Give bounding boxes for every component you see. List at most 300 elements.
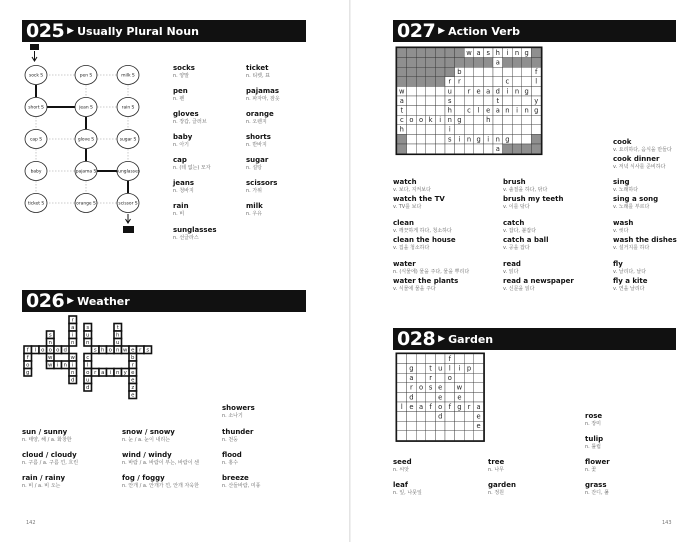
vocab-meaning: n. 나무	[488, 467, 505, 473]
grid-cell	[474, 144, 484, 154]
vocab-meaning: n. 가위	[246, 188, 263, 194]
vocab-word: seed	[393, 458, 412, 466]
grid-cell	[464, 412, 474, 422]
grid-cell	[483, 96, 493, 106]
grid-cell	[531, 86, 541, 96]
vocab-entry	[246, 110, 326, 126]
puzzle-letter: r	[71, 317, 74, 324]
vocab-meaning: n. 비	[173, 211, 185, 217]
grid-letter: w	[399, 87, 405, 96]
grid-letter: s	[448, 135, 452, 144]
vocab-meaning: v. 신문을 읽다	[503, 286, 535, 292]
puzzle-letter: n	[71, 340, 75, 347]
lesson-25-header	[22, 20, 306, 42]
grid-cell	[512, 77, 522, 87]
vocab-word: breeze	[222, 474, 249, 482]
vocab-word: jeans	[173, 179, 195, 187]
grid-cell	[531, 125, 541, 135]
vocab-entry	[173, 226, 253, 242]
vocab-word: watch	[393, 178, 417, 186]
vocab-meaning: n. 청바지	[173, 188, 194, 194]
vocab-entry	[122, 474, 202, 490]
vocab-word: sugar	[246, 156, 269, 164]
grid-cell	[493, 125, 503, 135]
grid-cell	[416, 373, 426, 383]
vocab-entry	[122, 428, 202, 444]
grid-letter: a	[495, 58, 500, 67]
vocab-meaning: v. 노래하다	[613, 187, 639, 193]
grid-cell	[474, 364, 484, 374]
grid-cell	[474, 383, 484, 393]
end-marker	[123, 226, 134, 233]
grid-letter: f	[448, 402, 451, 411]
puzzle-letter: u	[86, 332, 90, 339]
shaded-cell	[522, 58, 532, 68]
puzzle-letter: s	[93, 347, 97, 354]
shaded-cell	[416, 67, 426, 77]
vocab-meaning: v. 집을 청소하다	[393, 245, 430, 251]
vocab-word: shorts	[246, 133, 271, 141]
vocab-meaning: v. 깨끗하게 하다, 청소하다	[393, 228, 452, 234]
shaded-cell	[426, 58, 436, 68]
grid-cell	[474, 67, 484, 77]
maze-node-label: cap S	[29, 137, 43, 143]
grid-cell	[464, 115, 474, 125]
vocab-entry	[585, 435, 665, 451]
grid-letter: i	[458, 135, 461, 144]
grid-letter: g	[457, 116, 462, 125]
lesson-title: Usually Plural Noun	[77, 24, 199, 38]
vocab-entry	[393, 219, 473, 235]
grid-letter: e	[486, 106, 491, 115]
grid-cell	[464, 77, 474, 87]
grid-letter: g	[505, 135, 510, 144]
grid-cell	[397, 364, 407, 374]
shaded-cell	[531, 58, 541, 68]
grid-cell	[445, 383, 455, 393]
vocab-meaning: n. 구름 / a. 구름 낀, 흐린	[22, 460, 79, 466]
puzzle-letter: n	[116, 370, 120, 377]
vocab-meaning: v. 날리다, 날다	[613, 269, 647, 275]
shaded-cell	[464, 58, 474, 68]
vocab-word: clean	[393, 219, 415, 227]
puzzle-letter: i	[72, 332, 74, 339]
puzzle-letter: e	[131, 347, 135, 354]
puzzle-letter: n	[48, 340, 52, 347]
vocab-word: sunglasses	[173, 226, 217, 234]
grid-cell	[483, 144, 493, 154]
grid-cell	[435, 144, 445, 154]
grid-cell	[512, 67, 522, 77]
grid-cell	[397, 421, 407, 431]
grid-cell	[426, 86, 436, 96]
grid-letter: a	[399, 96, 404, 105]
grid-cell	[455, 125, 465, 135]
grid-letter: w	[456, 383, 463, 392]
vocab-entry	[613, 155, 693, 171]
grid-cell	[397, 354, 407, 364]
shaded-cell	[426, 48, 436, 58]
page-number-left: 142	[26, 520, 36, 526]
shaded-cell	[435, 58, 445, 68]
grid-cell	[483, 77, 493, 87]
grid-letter: h	[399, 125, 404, 134]
shaded-cell	[397, 144, 407, 154]
grid-cell	[474, 373, 484, 383]
grid-cell	[435, 421, 445, 431]
vocab-meaning: n. 장미	[585, 421, 602, 427]
vocab-word: cook dinner	[613, 155, 660, 163]
grid-letter: g	[476, 135, 481, 144]
maze-node-label: pen S	[79, 73, 93, 79]
grid-cell	[407, 421, 417, 431]
vocab-entry	[613, 219, 693, 235]
vocab-word: tree	[488, 458, 505, 466]
grid-cell	[464, 373, 474, 383]
vocab-meaning: n. 소나기	[222, 413, 243, 419]
grid-letter: r	[410, 383, 413, 392]
puzzle-letter: o	[86, 370, 90, 377]
grid-letter: n	[524, 106, 529, 115]
vocab-entry	[503, 195, 583, 211]
grid-cell	[407, 431, 417, 441]
grid-letter: t	[429, 364, 432, 373]
grid-cell	[407, 96, 417, 106]
shaded-cell	[503, 144, 513, 154]
grid-cell	[464, 67, 474, 77]
vocab-word: wash	[613, 219, 634, 227]
grid-letter: e	[438, 393, 443, 402]
grid-cell	[474, 392, 484, 402]
vocab-entry	[173, 110, 253, 126]
shaded-cell	[531, 144, 541, 154]
grid-letter: u	[447, 87, 452, 96]
vocab-meaning: n. 바람 / a. 바람이 부는, 바람이 센	[122, 460, 199, 466]
vocab-entry	[585, 481, 665, 497]
grid-cell	[512, 96, 522, 106]
grid-cell	[522, 115, 532, 125]
puzzle-letter: n	[71, 370, 75, 377]
grid-cell	[397, 431, 407, 441]
grid-letter: n	[514, 48, 520, 57]
grid-cell	[426, 134, 436, 144]
vocab-meaning: n. 반바지	[246, 142, 267, 148]
vocab-word: thunder	[222, 428, 254, 436]
grid-letter: h	[495, 48, 500, 57]
grid-letter: n	[514, 87, 520, 96]
grid-cell	[503, 125, 513, 135]
lesson-title: Garden	[448, 332, 494, 346]
grid-letter: a	[486, 87, 491, 96]
vocab-entry	[393, 236, 473, 252]
vocab-entry	[613, 178, 693, 194]
grid-letter: g	[534, 106, 539, 115]
vocab-meaning: n. 태양, 해 / a. 화창한	[22, 437, 72, 443]
maze-node-label: sunglasses	[115, 169, 141, 175]
vocab-entry	[246, 202, 326, 218]
vocab-meaning: n. 산들바람, 미풍	[222, 483, 261, 489]
grid-letter: s	[448, 96, 452, 105]
puzzle-letter: a	[101, 370, 105, 377]
grid-cell	[493, 77, 503, 87]
grid-letter: l	[477, 106, 480, 115]
grid-cell	[493, 67, 503, 77]
vocab-entry	[613, 277, 693, 293]
vocab-entry	[613, 138, 693, 154]
grid-cell	[435, 86, 445, 96]
grid-letter: t	[400, 106, 404, 115]
grid-cell	[493, 115, 503, 125]
vocab-word: sing	[613, 178, 630, 186]
vocab-word: fly a kite	[613, 277, 648, 285]
maze-node-label: scissor S	[118, 201, 138, 207]
shaded-cell	[445, 67, 455, 77]
grid-cell	[426, 354, 436, 364]
puzzle-letter: a	[71, 325, 75, 332]
puzzle-letter: n	[116, 347, 120, 354]
vocab-word: milk	[246, 202, 263, 210]
grid-letter: o	[447, 374, 452, 383]
vocab-meaning: n. 양말	[173, 73, 190, 79]
lesson-number: 027	[397, 20, 436, 42]
weather-word-puzzle	[22, 314, 162, 410]
grid-letter: i	[506, 87, 509, 96]
grid-cell	[426, 144, 436, 154]
arrow-icon: ▶	[438, 334, 446, 344]
grid-cell	[474, 354, 484, 364]
grid-cell	[464, 96, 474, 106]
puzzle-letter: s	[146, 347, 150, 354]
vocab-entry	[222, 451, 302, 467]
grid-letter: c	[467, 106, 471, 115]
puzzle-letter: s	[86, 325, 90, 332]
shaded-cell	[407, 77, 417, 87]
grid-cell	[416, 364, 426, 374]
vocab-entry	[503, 219, 583, 235]
grid-letter: e	[476, 412, 481, 421]
vocab-word: brush	[503, 178, 526, 186]
grid-letter: g	[457, 402, 462, 411]
vocab-meaning: n. 씨앗	[393, 467, 410, 473]
maze-node-label: baby	[30, 169, 42, 175]
vocab-entry	[173, 156, 253, 172]
vocab-meaning: n. (식물에) 물을 주다, 물을 뿌리다	[393, 269, 470, 275]
vocab-entry	[503, 277, 583, 293]
vocab-entry	[222, 404, 302, 420]
grid-letter: a	[409, 374, 414, 383]
grid-cell	[407, 144, 417, 154]
grid-cell	[426, 392, 436, 402]
grid-letter: o	[418, 383, 424, 392]
grid-cell	[455, 373, 465, 383]
vocab-word: showers	[222, 404, 255, 412]
vocab-meaning: n. 잎, 나뭇잎	[393, 490, 422, 496]
grid-letter: a	[418, 402, 424, 411]
maze-node-label: jean S	[79, 105, 93, 111]
grid-cell	[464, 431, 474, 441]
shaded-cell	[435, 48, 445, 58]
vocab-word: scissors	[246, 179, 278, 187]
vocab-word: rose	[585, 412, 603, 420]
puzzle-letter: i	[57, 362, 59, 369]
vocab-entry	[613, 195, 693, 211]
grid-cell	[426, 96, 436, 106]
vocab-meaning: v. 식물에 물을 주다	[393, 286, 436, 292]
grid-letter: i	[516, 106, 518, 115]
vocab-word: flood	[222, 451, 242, 459]
maze-node-label: short S	[28, 105, 44, 111]
vocab-meaning: v. TV를 보다	[393, 204, 422, 210]
vocab-meaning: n. 우유	[246, 211, 263, 217]
puzzle-letter: w	[48, 362, 53, 369]
vocab-word: read	[503, 260, 521, 268]
vocab-meaning: n. 눈 / a. 눈이 내리는	[122, 437, 171, 443]
puzzle-letter: z	[131, 385, 135, 392]
shaded-cell	[397, 77, 407, 87]
vocab-entry	[393, 178, 473, 194]
vocab-word: read a newspaper	[503, 277, 574, 285]
grid-cell	[512, 134, 522, 144]
puzzle-letter: u	[86, 377, 90, 384]
grid-letter: h	[486, 116, 491, 125]
shaded-cell	[397, 134, 407, 144]
puzzle-letter: s	[48, 332, 52, 339]
vocab-word: sing a song	[613, 195, 659, 203]
puzzle-letter: h	[101, 347, 105, 354]
vocab-entry	[122, 451, 202, 467]
shaded-cell	[407, 48, 417, 58]
vocab-entry	[173, 64, 253, 80]
grid-cell	[445, 431, 455, 441]
grid-letter: g	[524, 48, 529, 57]
grid-letter: e	[476, 422, 481, 431]
shaded-cell	[426, 67, 436, 77]
puzzle-letter: e	[131, 377, 135, 384]
vocab-meaning: v. 씻다	[613, 228, 629, 234]
grid-letter: n	[505, 106, 510, 115]
shaded-cell	[435, 77, 445, 87]
vocab-meaning: n. 선글라스	[173, 235, 199, 241]
vocab-word: water	[393, 260, 416, 268]
vocab-word: garden	[488, 481, 516, 489]
vocab-meaning: n. 장갑, 글러브	[173, 119, 207, 125]
vocab-meaning: n. 정원	[488, 490, 505, 496]
puzzle-letter: d	[63, 347, 67, 354]
grid-cell	[426, 412, 436, 422]
grid-letter: f	[448, 354, 451, 363]
vocab-word: gloves	[173, 110, 199, 118]
grid-letter: f	[535, 68, 538, 77]
grid-cell	[435, 354, 445, 364]
shaded-cell	[474, 58, 484, 68]
grid-letter: s	[486, 48, 490, 57]
vocab-entry	[585, 412, 665, 428]
vocab-word: water the plants	[393, 277, 459, 285]
shaded-cell	[512, 144, 522, 154]
vocab-entry	[222, 428, 302, 444]
grid-cell	[503, 67, 513, 77]
vocab-word: wash the dishes	[613, 236, 677, 244]
lesson-number: 028	[397, 328, 436, 350]
shaded-cell	[435, 67, 445, 77]
grid-cell	[455, 96, 465, 106]
grid-cell	[522, 77, 532, 87]
vocab-meaning: n. 파자마, 잠옷	[246, 96, 280, 102]
vocab-meaning: n. 오렌지	[246, 119, 267, 125]
grid-cell	[445, 144, 455, 154]
vocab-word: pen	[173, 87, 188, 95]
puzzle-letter: o	[41, 347, 45, 354]
grid-cell	[474, 96, 484, 106]
puzzle-letter: r	[131, 362, 134, 369]
puzzle-letter: h	[116, 332, 120, 339]
vocab-word: ticket	[246, 64, 269, 72]
vocab-word: pajamas	[246, 87, 280, 95]
vocab-entry	[393, 277, 473, 293]
grid-cell	[407, 412, 417, 422]
vocab-word: snow / snowy	[122, 428, 175, 436]
vocab-entry	[222, 474, 302, 490]
grid-cell	[474, 115, 484, 125]
grid-letter: i	[439, 116, 442, 125]
puzzle-letter: w	[123, 347, 128, 354]
grid-letter: r	[429, 374, 432, 383]
grid-cell	[512, 115, 522, 125]
grid-cell	[464, 383, 474, 393]
vocab-entry	[173, 179, 253, 195]
shaded-cell	[407, 58, 417, 68]
vocab-meaning: n. 천둥	[222, 437, 239, 443]
grid-cell	[435, 373, 445, 383]
grid-cell	[416, 392, 426, 402]
grid-cell	[483, 125, 493, 135]
puzzle-letter: l	[34, 347, 36, 354]
puzzle-letter: o	[56, 347, 60, 354]
vocab-entry	[393, 481, 473, 497]
grid-letter: n	[466, 135, 472, 144]
grid-letter: d	[409, 393, 414, 402]
vocab-meaning: n. 잔디, 풀	[585, 490, 610, 496]
grid-cell	[416, 144, 426, 154]
grid-cell	[522, 67, 532, 77]
grid-letter: a	[476, 48, 481, 57]
grid-letter: i	[458, 364, 461, 373]
puzzle-letter: n	[86, 340, 90, 347]
grid-letter: e	[476, 87, 481, 96]
puzzle-letter: f	[26, 355, 29, 362]
grid-cell	[416, 134, 426, 144]
grid-cell	[474, 431, 484, 441]
vocab-entry	[488, 481, 568, 497]
vocab-entry	[393, 458, 473, 474]
vocab-entry	[393, 260, 473, 276]
grid-letter: r	[467, 402, 471, 411]
maze-node-label: orange S	[76, 201, 96, 207]
shaded-cell	[531, 48, 541, 58]
start-marker	[30, 44, 39, 50]
vocab-entry	[173, 202, 253, 218]
vocab-entry	[613, 236, 693, 252]
vocab-meaning: n. 티켓, 표	[246, 73, 271, 79]
vocab-word: rain	[173, 202, 189, 210]
grid-cell	[416, 412, 426, 422]
grid-letter: y	[534, 96, 539, 105]
vocab-meaning: n. (테 없는) 모자	[173, 165, 211, 171]
grid-letter: g	[524, 87, 529, 96]
maze-node-label: ticket S	[27, 201, 45, 207]
vocab-meaning: v. 읽다	[503, 269, 519, 275]
grid-letter: a	[476, 402, 481, 411]
